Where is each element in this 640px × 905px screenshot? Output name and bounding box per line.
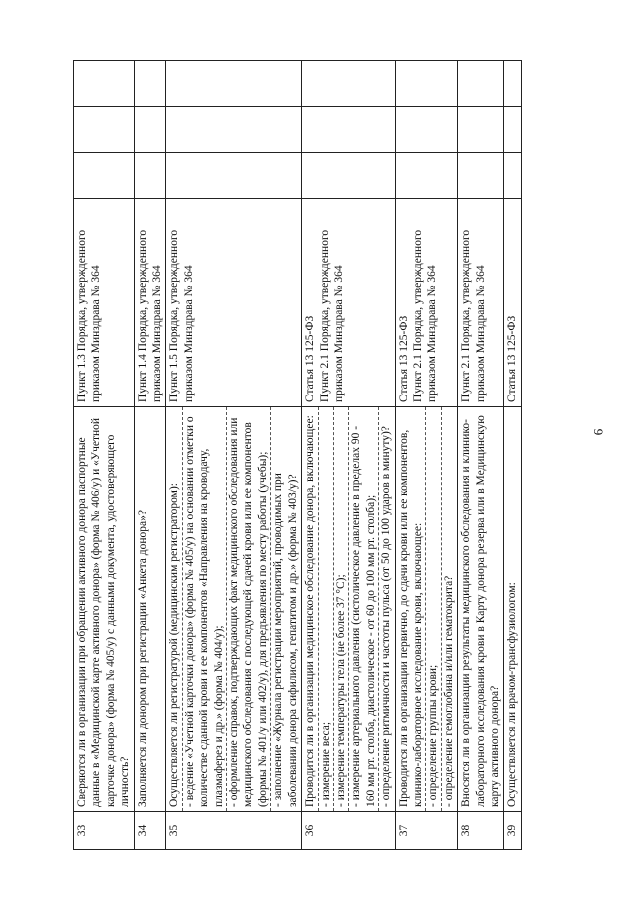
requirement-line: Осуществляется ли регистратурой (медицинским регистратором): (168, 483, 181, 807)
answer-cell[interactable] (166, 152, 302, 198)
answer-cell[interactable] (302, 152, 395, 198)
row-number: 36 (302, 812, 395, 850)
legal-reference-cell: Пункт 1.3 Порядка, утвержденного приказом Минздрава № 364 (74, 198, 135, 406)
answer-cell[interactable] (74, 61, 135, 107)
requirement-cell (504, 407, 521, 812)
requirement-cell (302, 407, 395, 812)
table-row (458, 61, 504, 850)
table-row (395, 61, 458, 850)
answer-cell[interactable] (166, 106, 302, 152)
requirement-cell (166, 407, 302, 812)
answer-cell[interactable] (395, 152, 458, 198)
answer-cell[interactable] (74, 106, 135, 152)
requirement-line: - определение группы крови; (425, 407, 440, 811)
answer-cell[interactable] (395, 106, 458, 152)
requirement-line: Сверяются ли в организации при обращении активного донора паспортные данные в «Медицинской карте активного донора» (форма № 406/у) и «Учетной карточке донора» (форма № 405/у) с данными документа, удостоверяющего личность? (76, 417, 132, 807)
requirement-line: - определение гемоглобина и/или гематокрита? (441, 407, 456, 811)
answer-cell[interactable] (395, 61, 458, 107)
requirement-line: Вносятся ли в организации результаты медицинского обследования и клинико-лабораторного исследования крови в Карту донора резерва или в Медицинскую карту активного донора? (460, 415, 501, 807)
requirement-cell (74, 407, 135, 812)
requirement-line: - измерение веса; (318, 407, 333, 811)
requirement-line: Проводится ли в организации медицинское обследование донора, включающее: (304, 415, 317, 807)
table-row (504, 61, 521, 850)
row-number: 38 (458, 812, 504, 850)
legal-reference-cell: Пункт 2.1 Порядка, утвержденного приказом Минздрава № 364 (458, 198, 504, 406)
requirement-line: - ведение «Учетной карточки донора» (форма № 405/у) на основании отметки о количестве сданной крови и ее компонентов «Направления на кроводачу, плазмаферез и др.» (форма № 404/у); (182, 407, 226, 811)
requirement-line: - измерение температуры тела (не более 37 °С); (333, 407, 348, 811)
answer-cell[interactable] (74, 152, 135, 198)
answer-cell[interactable] (504, 61, 521, 107)
requirement-line: Осуществляется ли врачом-трансфузиологом: (506, 582, 519, 807)
legal-reference-cell: Статья 13 125-ФЗ (504, 198, 521, 406)
answer-cell[interactable] (458, 152, 504, 198)
requirement-cell (134, 407, 166, 812)
row-number: 39 (504, 812, 521, 850)
answer-cell[interactable] (458, 106, 504, 152)
requirement-cell (458, 407, 504, 812)
table-row (74, 61, 135, 850)
requirement-line: - заполнение «Журнала регистрации мероприятий, проводимых при заболевании донора сифилисом, гепатитом и др.» (форма № 403/у)? (270, 407, 300, 811)
answer-cell[interactable] (134, 61, 166, 107)
answer-cell[interactable] (166, 61, 302, 107)
row-number: 34 (134, 812, 166, 850)
row-number: 35 (166, 812, 302, 850)
checklist-table (73, 60, 522, 850)
requirement-cell (395, 407, 458, 812)
requirement-line: Проводится ли в организации первично, до сдачи крови или ее компонентов, клинико-лабораторное исследование крови, включающее: (397, 429, 424, 807)
legal-reference-cell: Пункт 1.4 Порядка, утвержденного приказом Минздрава № 364 (134, 198, 166, 406)
requirement-line: Заполняется ли донором при регистрации «Анкета донора»? (136, 510, 149, 807)
answer-cell[interactable] (302, 61, 395, 107)
requirement-line: - оформление справок, подтверждающих факт медицинского обследования или медицинского обследования с последующей сдачей крови или ее компонентов (формы № 401/у или 402/у), для предъявления по месту работы (учебы); (226, 407, 270, 811)
legal-reference-cell: Пункт 1.5 Порядка, утвержденного приказом Минздрава № 364 (166, 198, 302, 406)
row-number: 33 (74, 812, 135, 850)
answer-cell[interactable] (458, 61, 504, 107)
requirement-line: - измерение артериального давления (систолическое давление в пределах 90 - 160 мм рт. столба, диастолическое - от 60 до 100 мм рт. столба); (348, 407, 378, 811)
legal-reference-cell: Статья 13 125-ФЗ Пункт 2.1 Порядка, утвержденного приказом Минздрава № 364 (302, 198, 395, 406)
requirement-line: - определение ритмичности и частоты пульса (от 50 до 100 ударов в минуту)? (378, 407, 393, 811)
answer-cell[interactable] (134, 106, 166, 152)
answer-cell[interactable] (504, 152, 521, 198)
answer-cell[interactable] (504, 106, 521, 152)
answer-cell[interactable] (302, 106, 395, 152)
table-row (134, 61, 166, 850)
table-row (166, 61, 302, 850)
answer-cell[interactable] (134, 152, 166, 198)
legal-reference-cell: Статья 13 125-ФЗ Пункт 2.1 Порядка, утвержденного приказом Минздрава № 364 (395, 198, 458, 406)
rotated-table-container (73, 60, 593, 850)
row-number: 37 (395, 812, 458, 850)
page-number: 9 (591, 428, 606, 436)
table-row (302, 61, 395, 850)
